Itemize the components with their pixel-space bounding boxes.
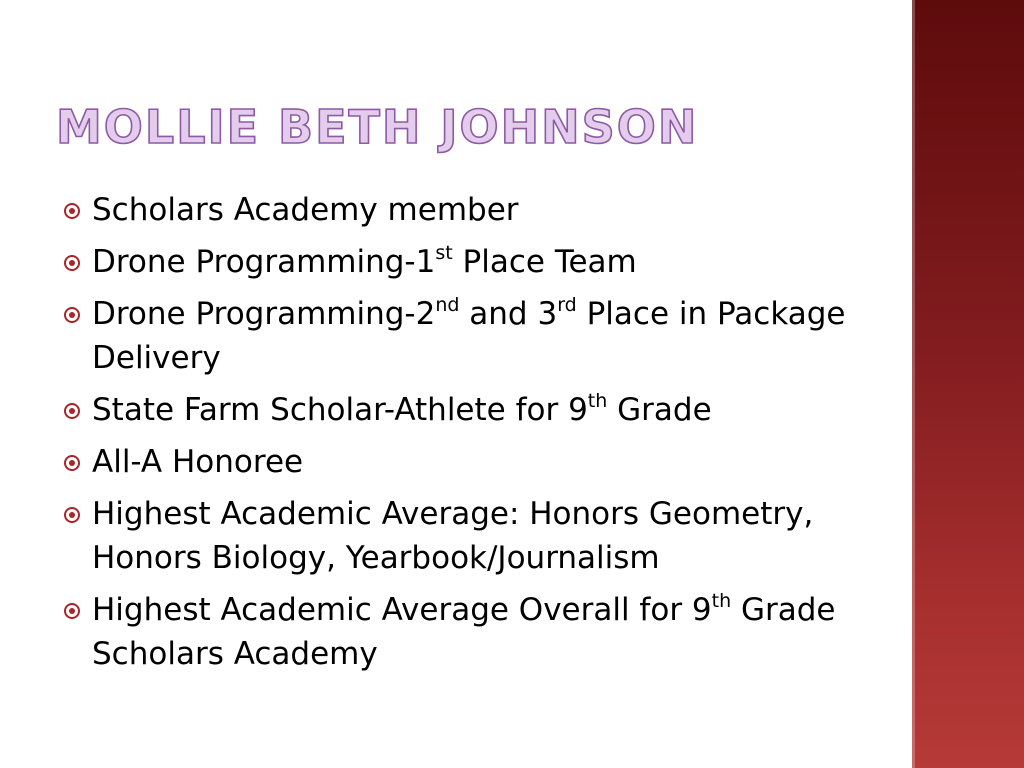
bullet-item — [56, 188, 876, 232]
bullet-item — [56, 440, 876, 484]
ordinal-superscript: st — [435, 241, 453, 264]
bullet-item — [56, 388, 876, 432]
bullet-text: Scholars Academy member — [92, 192, 519, 228]
circled-dot-bullet-icon — [64, 255, 80, 271]
bullet-text-continued: Grade — [607, 392, 712, 428]
circled-dot-bullet-icon — [64, 507, 80, 523]
ordinal-superscript: th — [711, 589, 732, 612]
ordinal-superscript: nd — [435, 293, 460, 316]
bullet-item — [56, 292, 876, 380]
decorative-side-band — [912, 0, 1024, 768]
bullet-text: Highest Academic Average Overall for 9 — [92, 592, 712, 628]
slide-title: MOLLIE BETH JOHNSON — [56, 100, 699, 154]
circled-dot-bullet-icon — [64, 307, 80, 323]
circled-dot-bullet-icon — [64, 455, 80, 471]
bullet-text-continued: and 3 — [459, 296, 558, 332]
bullet-text: All-A Honoree — [92, 444, 304, 480]
bullet-text: Highest Academic Average: Honors Geometry, Honors Biology, Yearbook/Journalism — [92, 496, 814, 576]
bullet-item — [56, 492, 876, 580]
bullet-text-continued: Place Team — [452, 244, 637, 280]
ordinal-superscript: th — [587, 389, 608, 412]
circled-dot-bullet-icon — [64, 203, 80, 219]
bullet-item — [56, 240, 876, 284]
bullet-text: Drone Programming-1 — [92, 244, 436, 280]
bullet-list — [56, 188, 876, 684]
ordinal-superscript: rd — [557, 293, 577, 316]
bullet-text: Drone Programming-2 — [92, 296, 436, 332]
bullet-text: State Farm Scholar-Athlete for 9 — [92, 392, 588, 428]
circled-dot-bullet-icon — [64, 603, 80, 619]
bullet-text-continued: Grade Scholars Academy — [92, 592, 836, 672]
circled-dot-bullet-icon — [64, 403, 80, 419]
bullet-text-continued: Place in Package Delivery — [92, 296, 846, 376]
bullet-item — [56, 588, 876, 676]
